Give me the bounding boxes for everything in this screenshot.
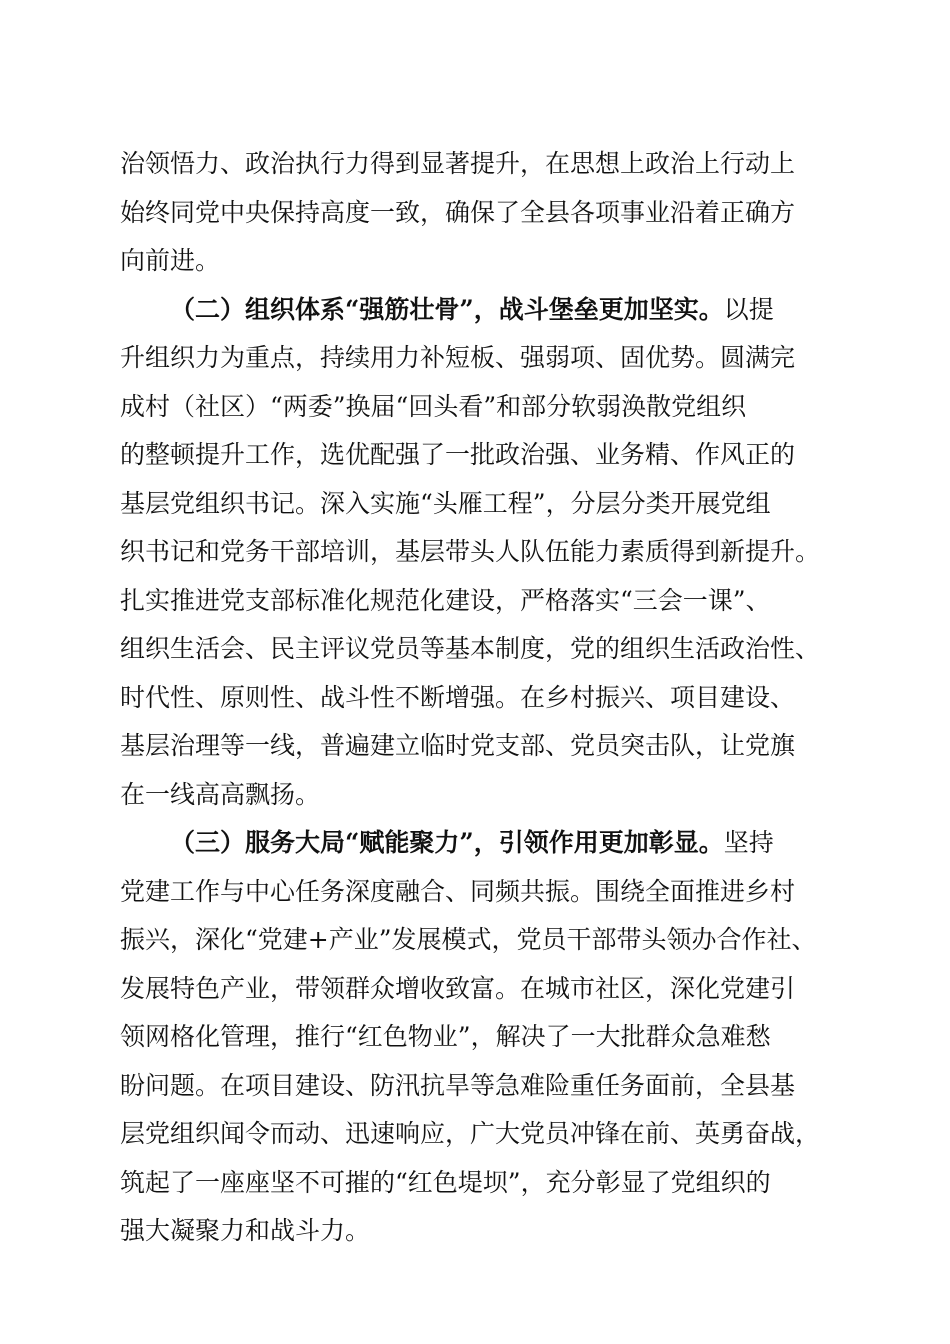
paragraph-2 bbox=[120, 286, 832, 820]
paragraph-line: 扎实推进党支部标准化规范化建设，严格落实“三会一课”、 bbox=[120, 585, 771, 615]
paragraph-1 bbox=[120, 140, 832, 286]
paragraph-line: 的整顿提升工作，选优配强了一批政治强、业务精、作风正的 bbox=[120, 440, 796, 469]
paragraph-3 bbox=[120, 819, 832, 1256]
paragraph-line: 振兴，深化“党建+产业”发展模式，党员干部带头领办合作社、 bbox=[120, 925, 817, 954]
paragraph-first-line bbox=[120, 819, 832, 868]
paragraph-first-line bbox=[120, 286, 832, 335]
paragraph-line: 组织生活会、民主评议党员等基本制度，党的组织生活政治性、 bbox=[120, 634, 821, 663]
paragraph-line: 层党组织闻令而动、迅速响应，广大党员冲锋在前、英勇奋战， bbox=[120, 1119, 821, 1148]
paragraph-line: 盼问题。在项目建设、防汛抗旱等急难险重任务面前，全县基 bbox=[120, 1070, 796, 1100]
paragraph-line: 成村（社区）“两委”换届“回头看”和部分软弱涣散党组织 bbox=[120, 391, 747, 421]
paragraph-line: 在一线高高飘扬。 bbox=[120, 779, 321, 809]
paragraph-line: 治领悟力、政治执行力得到显著提升，在思想上政治上行动上 bbox=[120, 149, 796, 178]
paragraph-line: 党建工作与中心任务深度融合、同频共振。围绕全面推进乡村 bbox=[120, 876, 796, 906]
paragraph-line: 织书记和党务干部培训，基层带头人队伍能力素质得到新提升。 bbox=[120, 537, 821, 566]
paragraph-line: 筑起了一座座坚不可摧的“红色堤坝”，充分彰显了党组织的 bbox=[120, 1167, 771, 1197]
paragraph-line: 基层治理等一线，普遍建立临时党支部、党员突击队，让党旗 bbox=[120, 731, 796, 760]
section-heading-2: （二）组织体系“强筋壮骨”，战斗堡垒更加坚实。 bbox=[170, 294, 724, 324]
paragraph-text: 坚持 bbox=[723, 828, 774, 857]
paragraph-line: 强大凝聚力和战斗力。 bbox=[120, 1216, 371, 1245]
paragraph-line: 升组织力为重点，持续用力补短板、强弱项、固优势。圆满完 bbox=[120, 343, 796, 372]
paragraph-text: 以提 bbox=[723, 294, 774, 324]
paragraph-line: 向前进。 bbox=[120, 246, 221, 275]
paragraph-line: 发展特色产业，带领群众增收致富。在城市社区，深化党建引 bbox=[120, 973, 796, 1003]
paragraph-line: 基层党组织书记。深入实施“头雁工程”，分层分类开展党组 bbox=[120, 488, 771, 518]
paragraph-line: 始终同党中央保持高度一致，确保了全县各项事业沿着正确方 bbox=[120, 197, 796, 227]
paragraph-line: 领网格化管理，推行“红色物业”，解决了一大批群众急难愁 bbox=[120, 1022, 771, 1051]
body-text bbox=[120, 140, 832, 1256]
paragraph-line: 时代性、原则性、战斗性不断增强。在乡村振兴、项目建设、 bbox=[120, 682, 796, 712]
section-heading-3: （三）服务大局“赋能聚力”，引领作用更加彰显。 bbox=[170, 828, 724, 857]
